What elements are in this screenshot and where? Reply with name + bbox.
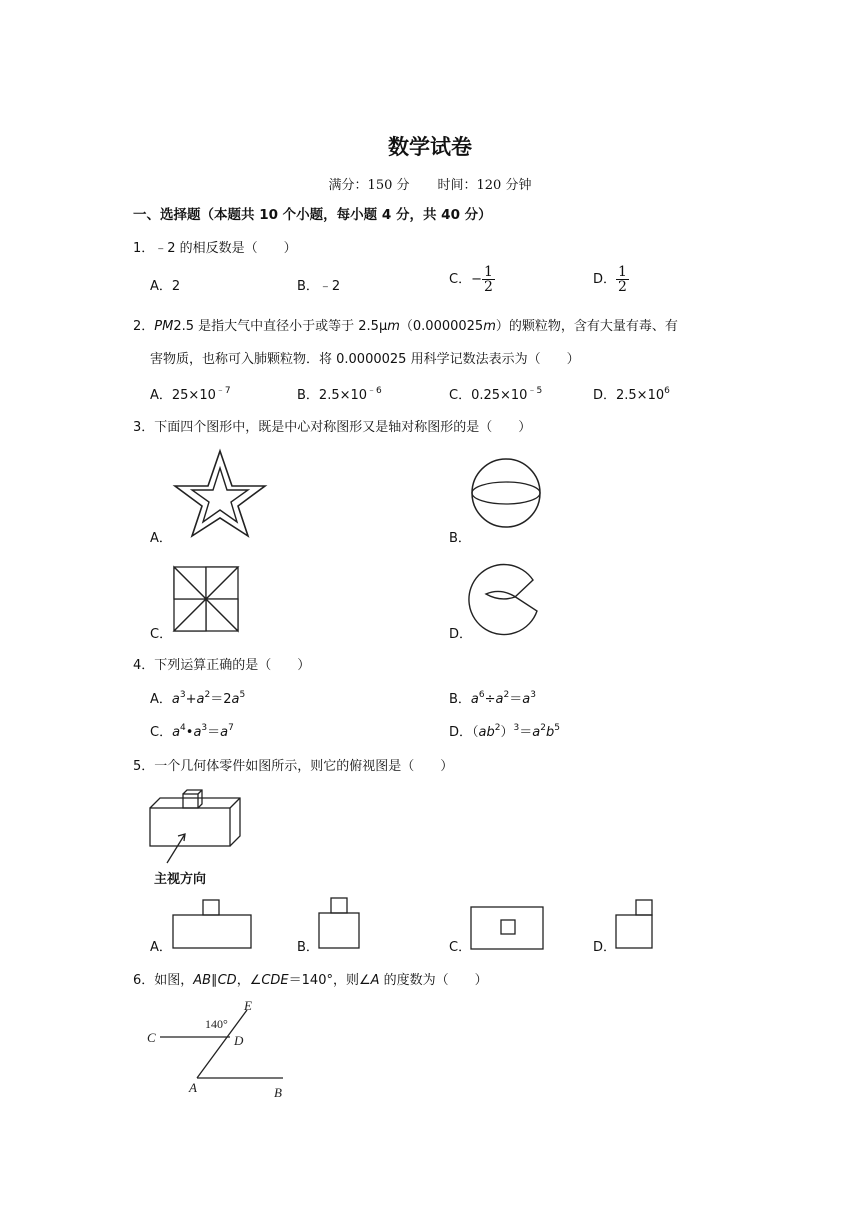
q4-option-c: C．$a^4•a^3=a^7$	[150, 723, 234, 740]
point-d-label: D	[234, 1033, 244, 1048]
q3-option-c: C．	[150, 627, 173, 642]
view-direction-label: 主视方向	[154, 872, 207, 887]
point-e-label: E	[244, 998, 252, 1013]
q1-option-d-label: D．	[593, 272, 617, 287]
crescent-circle-figure	[470, 558, 550, 638]
fraction-half: $\frac{1}{2}$	[618, 264, 627, 295]
q5-option-c: C．	[449, 940, 472, 955]
section-heading: 一、选择题（本题共 10 个小题，每小题 4 分，共 40 分）	[133, 207, 492, 223]
q1-option-a: A．2	[150, 279, 181, 294]
question-2-line-1: 2．PM2.5 是指大气中直径小于或等于 2.5μm（0.0000025m）的颗粒物，含有大量有毒、有	[133, 319, 678, 334]
minus-sign: −	[471, 272, 482, 287]
q4-option-a: A．$a^3+a^2=2a^5$	[150, 690, 246, 707]
fraction-neg-half: $\frac{1}{2}$	[483, 264, 493, 295]
question-5-stem: 5．一个几何体零件如图所示，则它的俯视图是（ ）	[133, 759, 454, 774]
q3-option-a: A．	[150, 531, 172, 546]
point-b-label: B	[274, 1085, 282, 1100]
q1-option-c	[449, 265, 495, 294]
question-4-stem: 4．下列运算正确的是（ ）	[133, 658, 311, 673]
q2-option-c: C．$0.25\times 10^{﹣5}$	[449, 386, 543, 403]
q5-option-d: D．	[593, 940, 617, 955]
top-view-c	[470, 906, 546, 952]
q3-option-d: D．	[449, 627, 473, 642]
star-figure	[170, 448, 270, 538]
q2-option-a: A．$25\times 10^{﹣7}$	[150, 386, 231, 403]
q4-option-b: B．$a^6\div a^2=a^3$	[449, 690, 536, 707]
parallel-lines-figure	[145, 998, 295, 1103]
question-3-stem: 3．下面四个图形中，既是中心对称图形又是轴对称图形的是（ ）	[133, 420, 532, 435]
point-c-label: C	[147, 1030, 156, 1045]
pinwheel-figure	[172, 565, 240, 633]
top-view-d	[615, 899, 657, 951]
point-a-label: A	[189, 1080, 197, 1095]
question-2-line-2: 害物质，也称可入肺颗粒物．将 0.0000025 用科学记数法表示为（ ）	[150, 352, 580, 367]
q3-option-b: B．	[449, 531, 471, 546]
exam-meta	[0, 174, 860, 193]
q5-option-b: B．	[297, 940, 319, 955]
question-6-stem: 6．如图，AB∥CD，∠CDE＝140°，则∠A 的度数为（ ）	[133, 973, 488, 988]
q1-option-b: B．﹣2	[297, 279, 341, 294]
sphere-figure	[468, 455, 548, 535]
top-view-a	[172, 899, 254, 951]
q2-option-b: B．$2.5\times 10^{﹣6}$	[297, 386, 382, 403]
question-1-stem: 1．﹣2 的相反数是（ ）	[133, 241, 297, 256]
q5-option-a: A．	[150, 940, 172, 955]
top-view-b	[318, 897, 362, 951]
time-info: 时间：120 分钟	[437, 178, 532, 193]
q4-option-d: D．$(ab^2)^3=a^2b^5$	[449, 723, 560, 740]
solid-part-figure	[145, 788, 255, 868]
q1-option-c-label: C．	[449, 272, 472, 287]
q1-option-d	[593, 265, 629, 294]
angle-label: 140°	[205, 1017, 228, 1031]
score-info: 满分：150 分	[328, 178, 410, 193]
page-title: 数学试卷	[388, 134, 472, 159]
q2-option-d: D．$2.5\times 10^6$	[593, 386, 670, 403]
